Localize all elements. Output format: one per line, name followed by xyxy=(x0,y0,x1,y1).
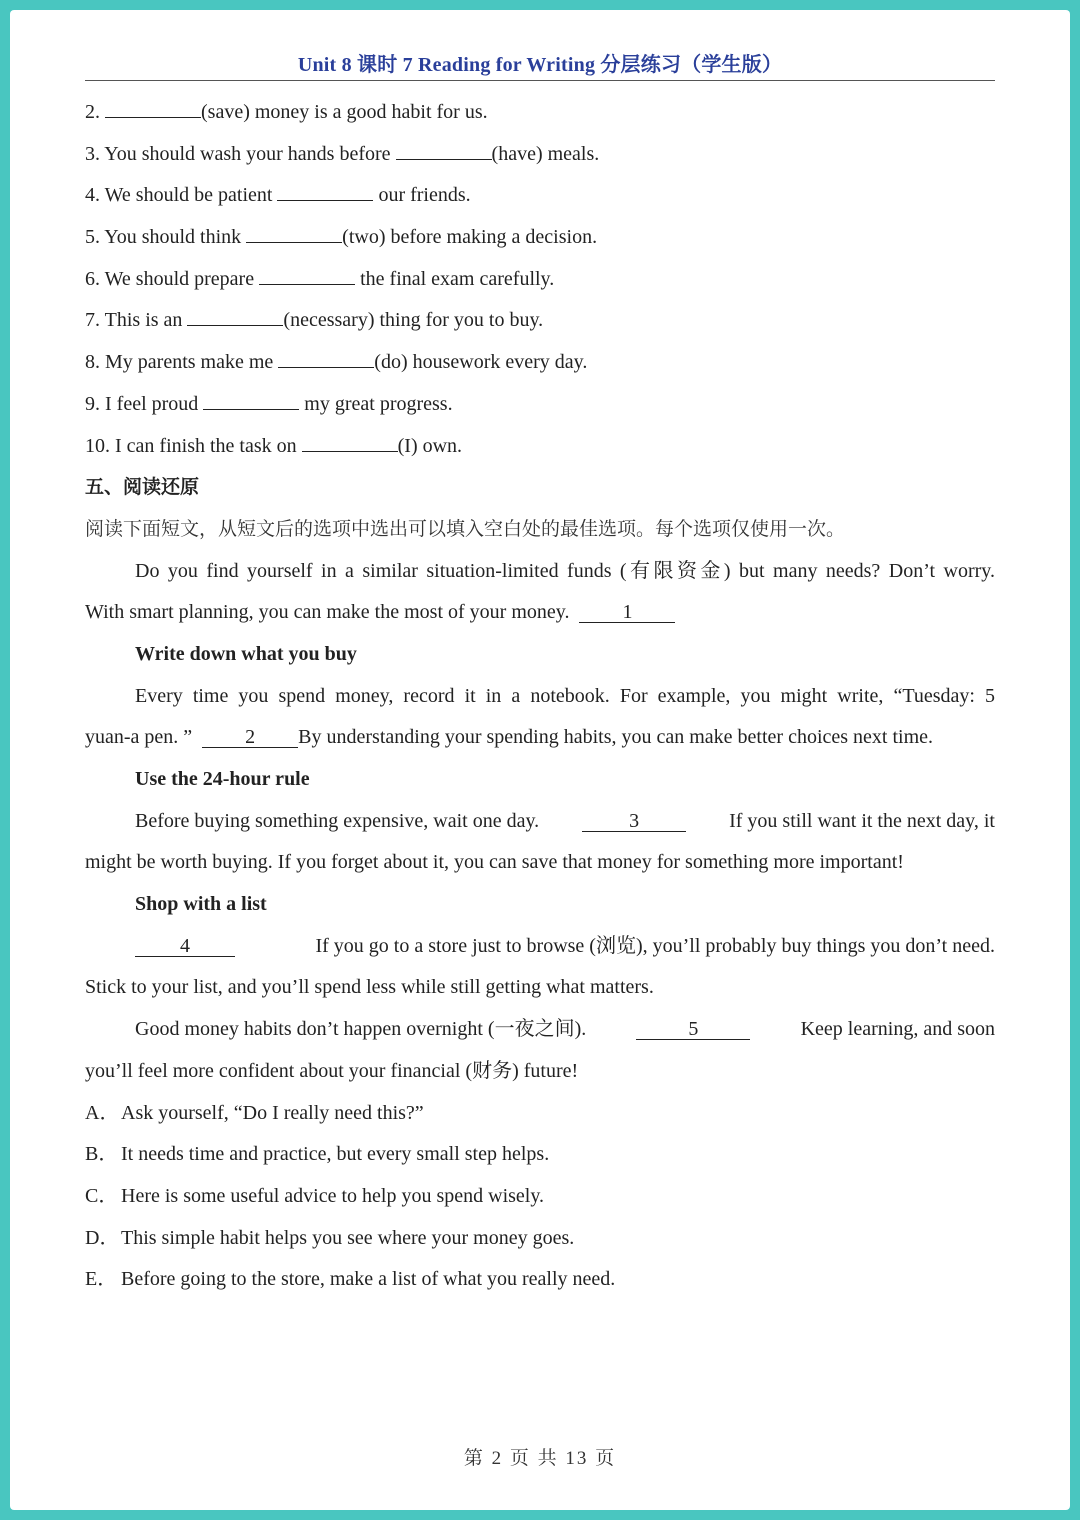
numbered-blank: 5 xyxy=(636,1019,750,1040)
answer-blank xyxy=(246,224,342,243)
exercise-item: 10. I can finish the task on (I) own. xyxy=(85,434,463,457)
numbered-blank: 3 xyxy=(582,811,686,832)
answer-blank xyxy=(187,307,283,326)
section-instruction: 阅读下面短文，从短文后的选项中选出可以填入空白处的最佳选项。每个选项仅使用一次。 xyxy=(85,517,846,540)
passage-line: yuan-a pen. ” 2 By understanding your spending habits, you can make better choices next time. xyxy=(85,726,934,749)
exercise-item: 7. This is an (necessary) thing for you to buy. xyxy=(85,309,544,332)
exercise-item: 8. My parents make me (do) housework every day. xyxy=(85,351,588,374)
passage-subheading: Shop with a list xyxy=(135,893,267,916)
passage-line: Every time you spend money, record it in a notebook. For example, you might write, “Tuesday: 5 xyxy=(135,684,995,707)
exercise-item: 2. (save) money is a good habit for us. xyxy=(85,101,488,123)
page-number-footer: 第 2 页 共 13 页 xyxy=(463,1448,617,1469)
exercise-item: 6. We should prepare the final exam carefully. xyxy=(85,267,555,290)
exercise-item: 5. You should think (two) before making a decision. xyxy=(85,226,598,249)
header-divider xyxy=(85,80,995,81)
exercise-item: 4. We should be patient our friends. xyxy=(85,184,471,207)
option-item: E． Before going to the store, make a list of what you really need. xyxy=(85,1268,616,1291)
answer-blank xyxy=(105,99,201,118)
exercise-item: 3. You should wash your hands before (have) meals. xyxy=(85,142,600,165)
answer-blank xyxy=(278,349,374,368)
option-item: C． Here is some useful advice to help you spend wisely. xyxy=(85,1184,545,1207)
answer-blank xyxy=(259,266,355,285)
option-item: D．This simple habit helps you see where your money goes. xyxy=(85,1226,575,1249)
passage-line: might be worth buying. If you forget about it, you can save that money for something more important! xyxy=(85,851,904,874)
exercise-item: 9. I feel proud my great progress. xyxy=(85,392,453,415)
passage-line: Stick to your list, and you’ll spend less while still getting what matters. xyxy=(85,976,654,999)
passage-line: Before buying something expensive, wait one day. 3 If you still want it the next day, it xyxy=(135,809,995,833)
answer-blank xyxy=(277,182,373,201)
page-header-title: Unit 8 课时 7 Reading for Writing 分层练习（学生版） xyxy=(297,54,783,76)
option-item: A．Ask yourself, “Do I really need this?” xyxy=(85,1101,424,1124)
worksheet-page xyxy=(10,10,1070,1510)
passage-line: Do you find yourself in a similar situation-limited funds (有限资金) but many needs? Don’t worry. xyxy=(135,559,995,582)
answer-blank xyxy=(302,433,398,452)
answer-blank xyxy=(396,141,492,160)
section-heading: 五、阅读还原 xyxy=(85,476,200,499)
option-item: B． It needs time and practice, but every small step helps. xyxy=(85,1143,550,1166)
page-content xyxy=(85,92,995,1301)
passage-line: Good money habits don’t happen overnight (一夜之间). 5 Keep learning, and soon xyxy=(135,1018,995,1041)
numbered-blank: 4 xyxy=(135,936,235,957)
numbered-blank: 1 xyxy=(579,602,675,623)
passage-subheading: Use the 24-hour rule xyxy=(135,768,310,790)
numbered-blank: 2 xyxy=(202,727,298,748)
passage-subheading: Write down what you buy xyxy=(135,642,357,665)
passage-line: you’ll feel more confident about your financial (财务) future! xyxy=(85,1059,579,1082)
answer-blank xyxy=(203,391,299,410)
passage-line: 4 If you go to a store just to browse (浏览), you’ll probably buy things you don’t need. xyxy=(85,926,995,968)
passage-line: With smart planning, you can make the most of your money. 1 xyxy=(85,592,995,634)
